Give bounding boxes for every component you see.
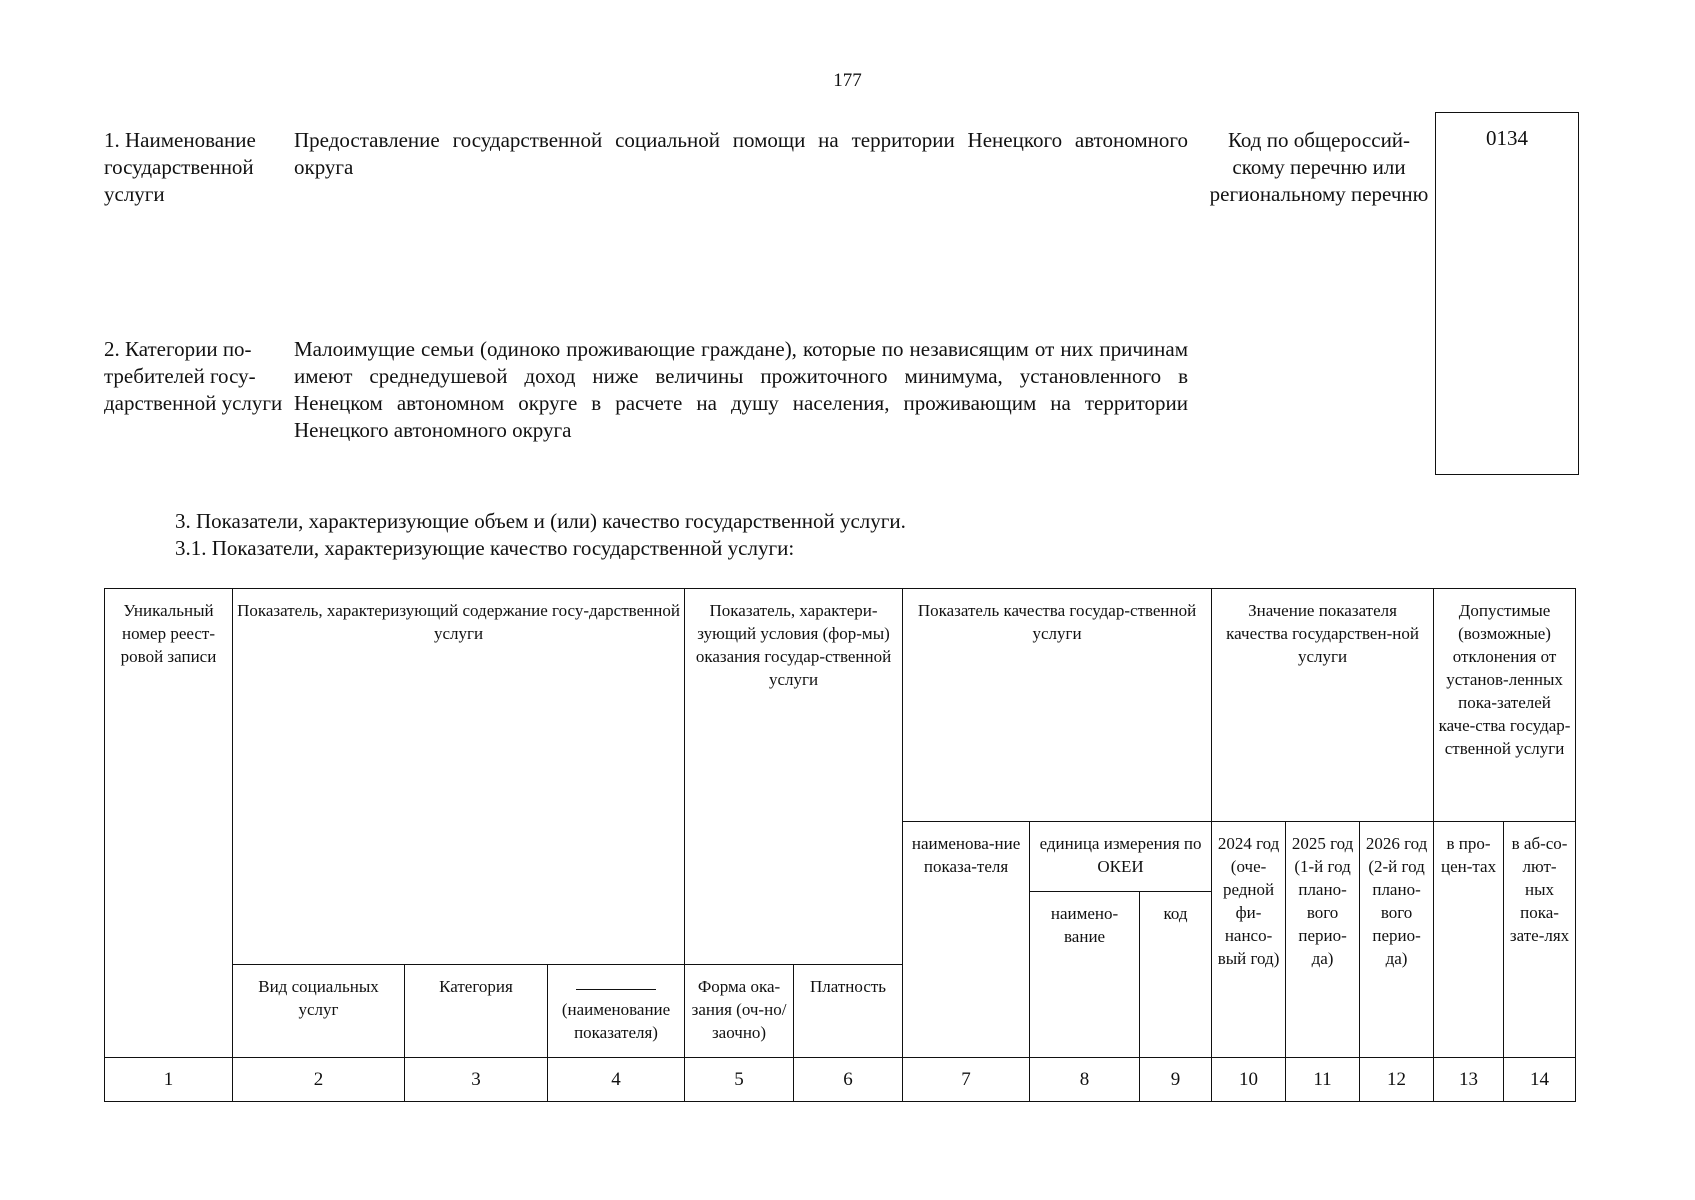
header-indicator-name: наименова-ние показа-теля	[903, 822, 1030, 1058]
column-number: 2	[233, 1058, 405, 1102]
header-absolute: в аб-со-лют-ных пока-зате-лях	[1504, 822, 1576, 1058]
column-number: 4	[548, 1058, 685, 1102]
header-social-service-type: Вид социальных услуг	[233, 965, 405, 1058]
column-number: 1	[105, 1058, 233, 1102]
consumer-category-text: Малоимущие семьи (одиноко проживающие граждане), которые по независящим от них причинам имеют среднедушевой доход ниже величины прожиточного минимума, установленного в Ненецком автономном округе в расчете на душу населения, проживающим на территории Ненецкого автономного округа	[294, 337, 1188, 442]
header-row-1	[105, 589, 1576, 822]
section31-heading: 3.1. Показатели, характеризующие качество государственной услуги:	[175, 536, 795, 560]
header-allowed-deviation: Допустимые (возможные) отклонения от установ-ленных пока-зателей каче-ства государ-ственной услуги	[1434, 589, 1576, 822]
column-number: 14	[1504, 1058, 1576, 1102]
header-indicator-value: Значение показателя качества государствен-ной услуги	[1212, 589, 1434, 822]
column-number: 8	[1030, 1058, 1140, 1102]
column-number: 11	[1286, 1058, 1360, 1102]
column-number: 7	[903, 1058, 1030, 1102]
column-number: 5	[685, 1058, 794, 1102]
header-year-2026: 2026 год (2-й год плано-вого перио-да)	[1360, 822, 1434, 1058]
quality-indicators-table	[104, 588, 1576, 1102]
blank-line	[576, 987, 656, 990]
column-number: 10	[1212, 1058, 1286, 1102]
header-quality-indicator: Показатель качества государ-ственной услуги	[903, 589, 1212, 822]
column-number: 12	[1360, 1058, 1434, 1102]
header-okei-unit: единица измерения по ОКЕИ	[1030, 822, 1212, 892]
code-box	[1435, 112, 1579, 475]
section3-heading: 3. Показатели, характеризующие объем и (или) качество государственной услуги.	[175, 509, 906, 533]
header-content-indicator: Показатель, характеризующий содержание госу-дарственной услуги	[233, 589, 685, 965]
column-number-row	[105, 1058, 1576, 1102]
header-percent: в про-цен-тах	[1434, 822, 1504, 1058]
header-year-2024: 2024 год (оче-редной фи-нансо-вый год)	[1212, 822, 1286, 1058]
column-number: 9	[1140, 1058, 1212, 1102]
consumer-category-label: 2. Категории по-требителей госу-дарственной услуги	[104, 337, 283, 415]
header-unit-name: наимено-вание	[1030, 892, 1140, 1058]
header-unit-code: код	[1140, 892, 1212, 1058]
code-label: Код по общероссий-скому перечню или региональному перечню	[1209, 128, 1429, 206]
service-name-text: Предоставление государственной социальной помощи на территории Ненецкого автономного округа	[294, 128, 1188, 179]
column-number: 3	[405, 1058, 548, 1102]
header-conditions-indicator: Показатель, характери-зующий условия (фор-мы) оказания государ-ственной услуги	[685, 589, 903, 965]
column-number: 6	[794, 1058, 903, 1102]
code-value: 0134	[1486, 126, 1528, 150]
column-number: 13	[1434, 1058, 1504, 1102]
page-number: 177	[833, 70, 862, 91]
header-year-2025: 2025 год (1-й год плано-вого перио-да)	[1286, 822, 1360, 1058]
header-service-form: Форма ока-зания (оч-но/заочно)	[685, 965, 794, 1058]
header-category: Категория	[405, 965, 548, 1058]
header-unique-number: Уникальный номер реест-ровой записи	[105, 589, 233, 1058]
header-unnamed-indicator	[548, 965, 685, 1058]
service-name-label: 1. Наименование государственной услуги	[104, 128, 256, 206]
header-payment: Платность	[794, 965, 903, 1058]
header-unnamed-indicator-label: (наименование показателя)	[561, 1000, 671, 1042]
